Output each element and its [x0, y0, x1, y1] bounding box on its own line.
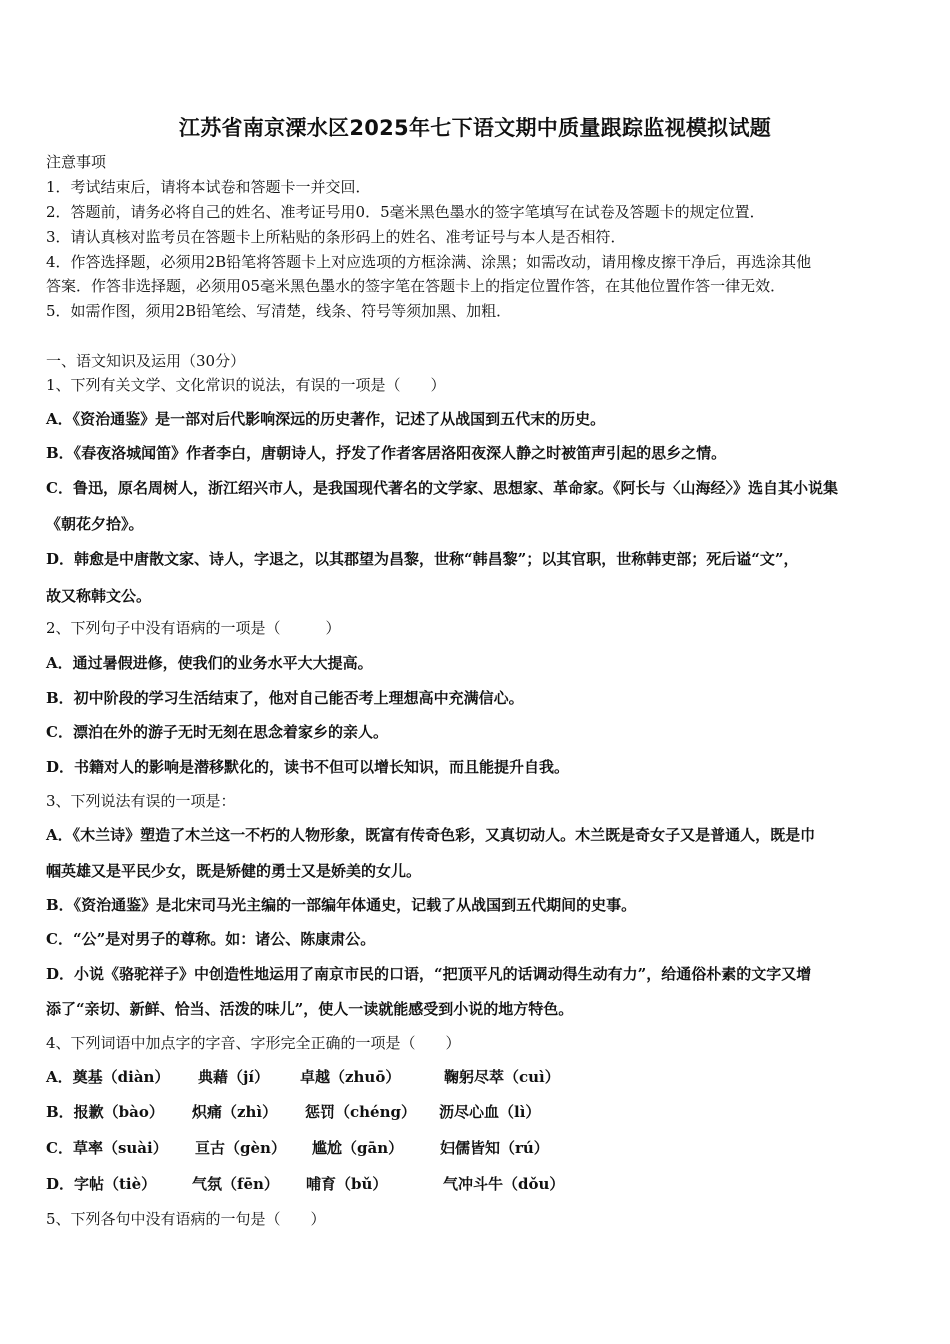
notice-item: 5．如需作图，须用2B铅笔绘、写清楚，线条、符号等须加黑、加粗． [46, 302, 512, 320]
q4-word: 鞠躬尽萃（cuì） [444, 1068, 560, 1086]
q4-word: 气冲斗牛（dǒu） [443, 1175, 565, 1193]
notice-item: 2．答题前，请务必将自己的姓名、准考证号用0．5毫米黑色墨水的签字笔填写在试卷及答题卡的规定位置． [46, 203, 765, 221]
q4-word: 惩罚（chéng） [305, 1103, 416, 1121]
q4-word: 亘古（gèn） [195, 1139, 286, 1157]
q2-option-d: D．书籍对人的影响是潜移默化的，读书不但可以增长知识，而且能提升自我。 [46, 758, 570, 776]
notice-item: 1．考试结束后，请将本试卷和答题卡一并交回． [46, 178, 371, 196]
q4-word: 卓越（zhuō） [300, 1068, 401, 1086]
q1-option-c-cont: 《朝花夕拾》。 [46, 515, 144, 533]
question-stem-2: 2、下列句子中没有语病的一项是（ ） [46, 619, 341, 637]
q4-word: 气氛（fēn） [192, 1175, 279, 1193]
q4-word: 沥尽心血（lì） [439, 1103, 541, 1121]
q4-word: C．草率（suài） [46, 1139, 168, 1157]
q1-option-b: B．《春夜洛城闻笛》作者李白，唐朝诗人，抒发了作者客居洛阳夜深人静之时被笛声引起的思乡之情。 [46, 444, 727, 462]
q4-word: 尴尬（gān） [312, 1139, 404, 1157]
notice-item: 3．请认真核对监考员在答题卡上所粘贴的条形码上的姓名、准考证号与本人是否相符． [46, 228, 626, 246]
q4-word: 妇儒皆知（rú） [440, 1139, 549, 1157]
notice-item: 4．作答选择题，必须用2B铅笔将答题卡上对应选项的方框涂满、涂黑；如需改动，请用橡皮擦干净后，再选涂其他 [46, 253, 812, 271]
question-stem-3: 3、下列说法有误的一项是： [46, 792, 236, 810]
section-heading: 一、语文知识及运用（30分） [46, 352, 246, 370]
q1-option-a: A．《资治通鉴》是一部对后代影响深远的历史著作，记述了从战国到五代末的历史。 [46, 410, 606, 428]
q2-option-c: C．漂泊在外的游子无时无刻在思念着家乡的亲人。 [46, 723, 388, 741]
q3-option-b: B．《资治通鉴》是北宋司马光主编的一部编年体通史，记载了从战国到五代期间的史事。 [46, 896, 637, 914]
q3-option-d-cont: 添了“亲切、新鲜、恰当、活泼的味儿”，使人一读就能感受到小说的地方特色。 [46, 1000, 574, 1018]
q2-option-a: A．通过暑假进修，使我们的业务水平大大提高。 [46, 654, 373, 672]
q4-word: 炽痛（zhì） [192, 1103, 278, 1121]
q3-option-a-cont: 帼英雄又是平民少女，既是矫健的勇士又是娇美的女儿。 [46, 862, 422, 880]
q1-option-d-cont: 故又称韩文公。 [46, 587, 152, 605]
notice-item: 答案．作答非选择题，必须用05毫米黑色墨水的签字笔在答题卡上的指定位置作答，在其他位置作答一律无效． [46, 277, 786, 295]
q4-word: D．字帖（tiè） [46, 1175, 157, 1193]
q1-option-c: C．鲁迅，原名周树人，浙江绍兴市人，是我国现代著名的文学家、思想家、革命家。《阿长与〈山海经〉》选自其小说集 [46, 479, 838, 497]
q4-word: A．奠基（diàn） [46, 1068, 170, 1086]
q3-option-d: D．小说《骆驼祥子》中创造性地运用了南京市民的口语，“把顶平凡的话调动得生动有力”，给通俗朴素的文字又增 [46, 965, 812, 983]
q3-option-a: A．《木兰诗》塑造了木兰这一不朽的人物形象，既富有传奇色彩，又真切动人。木兰既是奇女子又是普通人，既是巾 [46, 826, 816, 844]
q2-option-b: B．初中阶段的学习生活结束了，他对自己能否考上理想高中充满信心。 [46, 689, 524, 707]
notice-heading: 注意事项 [46, 153, 107, 171]
question-stem-1: 1、下列有关文学、文化常识的说法，有误的一项是（ ） [46, 376, 446, 394]
page-title: 江苏省南京溧水区2025年七下语文期中质量跟踪监视模拟试题 [178, 116, 772, 140]
q3-option-c: C．“公”是对男子的尊称。如：诸公、陈康肃公。 [46, 930, 376, 948]
q4-word: 典藉（jí） [198, 1068, 270, 1086]
q1-option-d: D．韩愈是中唐散文家、诗人，字退之，以其郡望为昌黎，世称“韩昌黎”；以其官职，世称韩吏部；死后谥“文”， [46, 550, 799, 568]
question-stem-5: 5、下列各句中没有语病的一句是（ ） [46, 1210, 326, 1228]
question-stem-4: 4、下列词语中加点字的字音、字形完全正确的一项是（ ） [46, 1034, 461, 1052]
q4-word: 哺育（bǔ） [306, 1175, 388, 1193]
q4-word: B．报歉（bào） [46, 1103, 164, 1121]
